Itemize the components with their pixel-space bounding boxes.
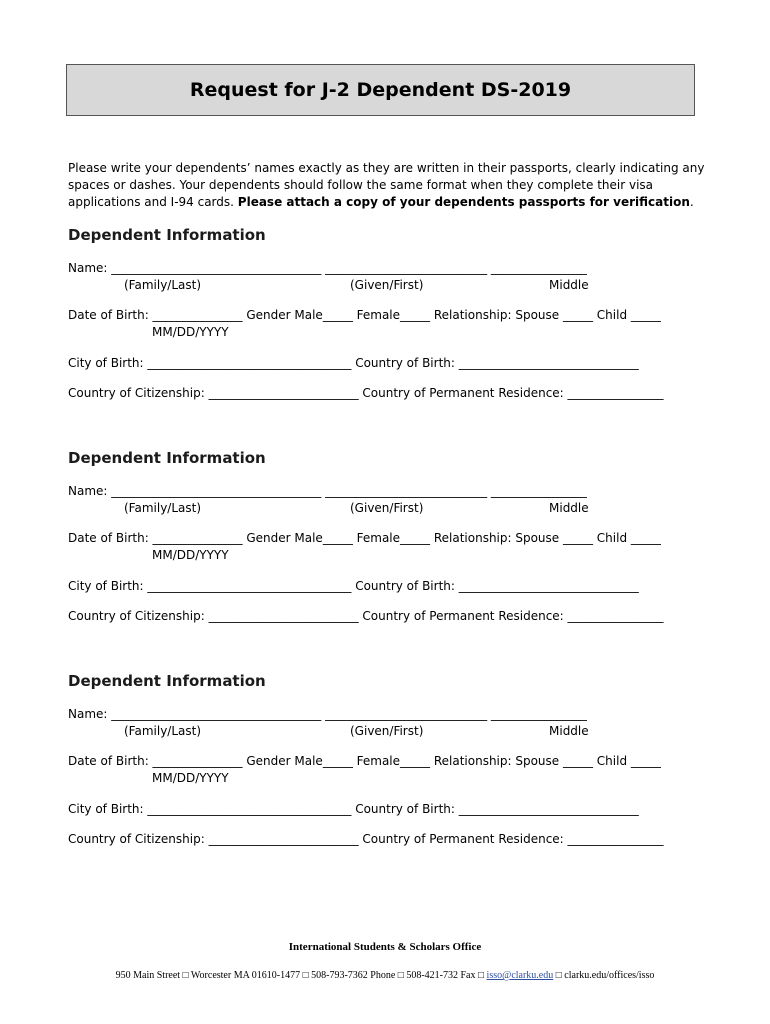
name-field[interactable]: Name: ___________________________________ ___________________________ ________________ xyxy=(68,261,587,275)
intro-text: Please write your dependents’ names exactly as they are written in their passports, clearly indicating any spaces or dashes. Your dependents should follow the same format when they complete their visa applications and I-94 cards. xyxy=(68,161,705,209)
middle-label: Middle xyxy=(549,724,589,738)
dob-format-label: MM/DD/YYYY xyxy=(152,548,229,562)
intro-bold-text: Please attach a copy of your dependents passports for verification xyxy=(237,195,690,209)
birth-field[interactable]: City of Birth: __________________________________ Country of Birth: ______________________________ xyxy=(68,579,639,593)
section-heading: Dependent Information xyxy=(68,226,266,244)
footer-address-start: 950 Main Street □ Worcester MA 01610-1477 □ 508-793-7362 Phone □ 508-421-732 Fax □ xyxy=(115,970,487,981)
citizenship-field[interactable]: Country of Citizenship: _________________________ Country of Permanent Residence: ________________ xyxy=(68,609,664,623)
footer-address-end: □ clarku.edu/offices/isso xyxy=(553,970,655,981)
section-heading: Dependent Information xyxy=(68,449,266,467)
page-title: Request for J-2 Dependent DS-2019 xyxy=(189,79,572,101)
family-label: (Family/Last) xyxy=(124,501,202,515)
citizenship-field[interactable]: Country of Citizenship: _________________________ Country of Permanent Residence: ________________ xyxy=(68,832,664,846)
dob-gender-relationship-field[interactable]: Date of Birth: _______________ Gender Male_____ Female_____ Relationship: Spouse _____ Child _____ xyxy=(68,754,661,768)
birth-field[interactable]: City of Birth: __________________________________ Country of Birth: ______________________________ xyxy=(68,356,639,370)
footer-address xyxy=(0,970,770,981)
birth-field[interactable]: City of Birth: __________________________________ Country of Birth: ______________________________ xyxy=(68,802,639,816)
dob-format-label: MM/DD/YYYY xyxy=(152,771,229,785)
family-label: (Family/Last) xyxy=(124,278,202,292)
given-label: (Given/First) xyxy=(350,278,424,292)
intro-paragraph xyxy=(68,160,708,211)
email-link[interactable]: isso@clarku.edu xyxy=(486,970,554,981)
given-label: (Given/First) xyxy=(350,501,424,515)
footer-office-name: International Students & Scholars Office xyxy=(288,941,482,953)
title-box xyxy=(66,64,695,116)
citizenship-field[interactable]: Country of Citizenship: _________________________ Country of Permanent Residence: ________________ xyxy=(68,386,664,400)
name-field[interactable]: Name: ___________________________________ ___________________________ ________________ xyxy=(68,484,587,498)
name-field[interactable]: Name: ___________________________________ ___________________________ ________________ xyxy=(68,707,587,721)
middle-label: Middle xyxy=(549,501,589,515)
given-label: (Given/First) xyxy=(350,724,424,738)
intro-end: . xyxy=(689,195,694,209)
dob-format-label: MM/DD/YYYY xyxy=(152,325,229,339)
family-label: (Family/Last) xyxy=(124,724,202,738)
section-heading: Dependent Information xyxy=(68,672,266,690)
dob-gender-relationship-field[interactable]: Date of Birth: _______________ Gender Male_____ Female_____ Relationship: Spouse _____ Child _____ xyxy=(68,308,661,322)
dob-gender-relationship-field[interactable]: Date of Birth: _______________ Gender Male_____ Female_____ Relationship: Spouse _____ Child _____ xyxy=(68,531,661,545)
middle-label: Middle xyxy=(549,278,589,292)
